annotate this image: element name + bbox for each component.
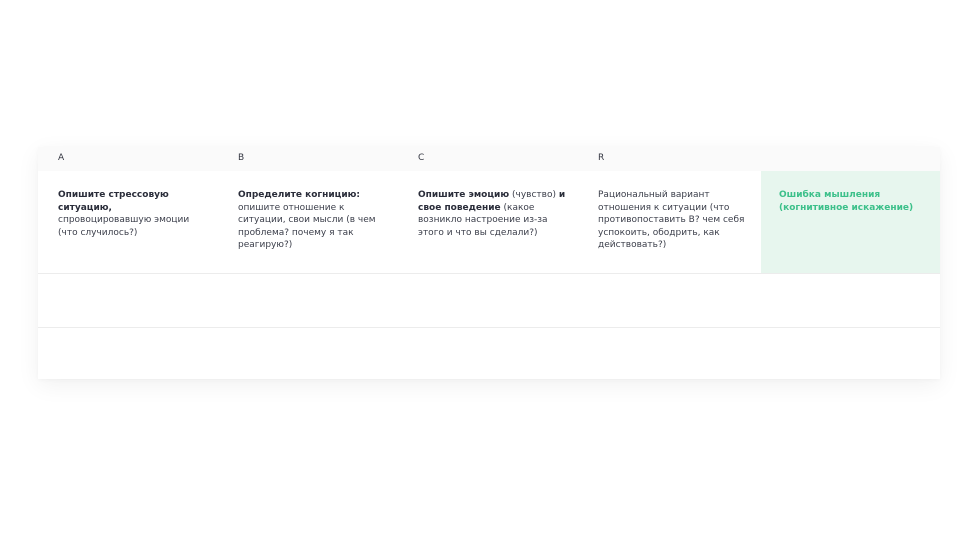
cell-a-bold: Опишите стрессовую ситуацию, — [58, 190, 169, 213]
cell-c-bold-behavior: и свое поведение — [418, 190, 566, 213]
cognitive-error-cell — [761, 171, 940, 273]
table-row-empty-1[interactable] — [38, 274, 940, 328]
cell-b-text: опишите отношение к ситуации, свои мысли (в чем проблема? почему я так реагирую?) — [238, 202, 376, 250]
cell-c-description — [418, 189, 568, 239]
cell-c-bold-emotion: Опишите эмоцию — [418, 190, 510, 200]
cell-a-description — [58, 189, 208, 239]
table-header-row — [38, 147, 940, 171]
cognitive-error-title: Ошибка мышления (когнитивное искажение) — [779, 190, 914, 213]
column-header-c: C — [418, 153, 425, 163]
column-header-a: A — [58, 153, 65, 163]
cell-b-bold: Определите когницию: — [238, 190, 360, 200]
cell-b-description — [238, 189, 388, 252]
cell-r-description — [598, 189, 748, 252]
abc-table — [38, 147, 940, 379]
cell-c-text: (какое возникло настроение из-за этого и что вы сделали?) — [418, 202, 548, 238]
column-header-r: R — [598, 153, 605, 163]
column-header-b: B — [238, 153, 245, 163]
table-row-empty-2[interactable] — [38, 328, 940, 381]
cell-a-text: спровоцировавшую эмоции (что случилось?) — [58, 215, 190, 238]
cell-c-text-feeling: (чувство) — [511, 190, 556, 200]
cell-r-text: Рациональный вариант отношения к ситуации (что противопоставить В? чем себя успокоить, ободрить, как действовать?) — [598, 190, 745, 250]
